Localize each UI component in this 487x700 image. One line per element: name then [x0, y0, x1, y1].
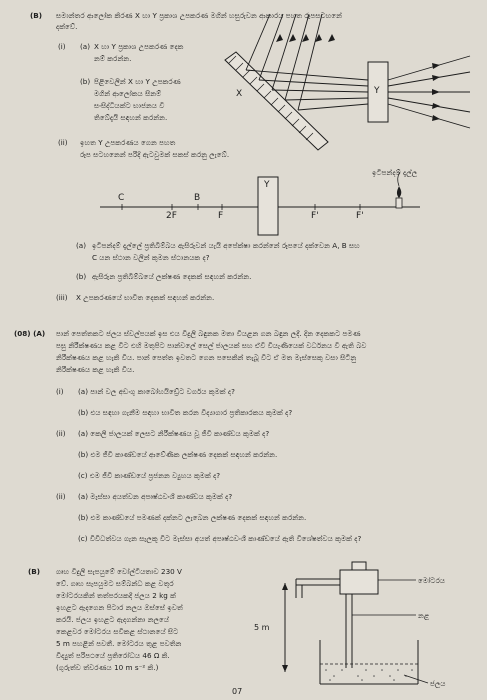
point-f-left-label: F [218, 211, 224, 221]
height-label: 5 m [254, 623, 270, 632]
point-2f-right-label: F' [356, 211, 364, 221]
b2-line-9: (ගුරුත්ව ත්වරණය 10 m s⁻² කි.) [56, 663, 159, 672]
pipe-label: නළ [418, 611, 430, 620]
b2-line-7: 5 m පහළින් පවතී. මෝටරය තුළ පවතින [56, 639, 182, 648]
point-c-label: C [118, 193, 125, 203]
q08-ii-label: (ii) [56, 429, 66, 438]
q-iii-label: (iii) [56, 293, 68, 302]
q-i-b-label: (b) [80, 77, 91, 86]
q-ii-label: (ii) [58, 138, 68, 147]
b2-line-5: කරයි. ජලය ඉහළට ඇදගන්නා නලයේ [56, 615, 170, 624]
q-i-b-text-3: සංසිද්ධියක්ට භාජනය වී [94, 101, 165, 110]
b2-line-6: කෙළවර මෝටරය සවිකළ ස්ථානයේ සිට [56, 627, 179, 636]
q-i-a-text: X හා Y ප්‍රකාශ උපකරණ දෙක [94, 42, 184, 51]
b2-line-8: විද්‍යුත් පරිපථයේ ප්‍රතිරෝධය 46 Ω කි. [56, 651, 170, 660]
q08-iii-c: (c) විවිධත්වය ගැන සැලකූ විට මැස්සා අයත් අපෘෂ්ඨවංශී කාණ්ඩයේ ඇති විශේෂත්වය කුමක් ද? [78, 534, 362, 543]
q08-intro-2: පසු නිරීක්ෂණය කළ විට එහි මතුපිට පාන්වලේ සෙල් ජාලයක් සහ ඒවී වියැණියෙක් වර්ධනය වී ඇති බව [56, 341, 367, 350]
q08-a-label: (08) (A) [14, 329, 46, 338]
mirror-x-label: X [236, 89, 243, 99]
bench-lens-y-label: Y [264, 180, 270, 190]
q-ii-a-label: (a) [76, 241, 87, 250]
section-b2-label: (B) [28, 567, 41, 576]
q-ii-a-text: ඉටිපන්දම් දැල්ලේ ප්‍රතිබිම්බය ඇසිරුවන් යැයි අපේක්ෂා කරන්නේ රූපයේ දක්වෙන A, B සහ [92, 241, 360, 250]
water-label: ජලය [430, 679, 446, 688]
lens-y-label: Y [374, 86, 380, 96]
b2-line-1: ගෘහ විදුලි සැපයුමේ වෝල්ටීයතාව 230 V [56, 567, 182, 576]
q08-intro-1: පාන් පෙත්තකට ජලය ස්වල්පයක් ඉස එය විදුලි බඳුනක මතා වියළන ගන බඳුන ලදී. දින දෙකකට පමණ [56, 329, 361, 338]
q08-ii-a: (a) කෙලි ජාලයක් ලෙසට නිරීක්ෂණය වූ ජීවි කාණ්ඩය කුමක් ද? [78, 429, 270, 438]
q08-ii-b: (b) එම ජීවි කාණ්ඩයේ ආවේණික ලක්ෂණ දෙකක් සඳහන් කරන්න. [78, 450, 278, 459]
motor-box [340, 570, 378, 594]
b2-line-4: ඉහළට ඇදගෙන පිටාර නලය ඔස්සේ ඉවත් [56, 603, 183, 612]
b2-line-3: මෝටරයකින් තත්පරයකදී ජලය 2 kg ක් [56, 591, 176, 600]
q-i-b-text: පිළිවෙලින් X හා Y උපකරණ [94, 77, 181, 86]
q-i-a-label: (a) [80, 42, 91, 51]
section-b-label: (B) [30, 11, 43, 20]
q08-i-b: (b) එය සඳහා ගැනීම සඳහා භාවිත කරන විද්‍යාගාර ප්‍රතිකාරකය කුමක් ද? [78, 408, 293, 417]
q08-iii-label: (ii) [56, 492, 66, 501]
q08-intro-3: නිරීක්ෂණය කළ හැකි විය. පාන් පෙත්ත ඉවතට ගෙන පසෙකින් තැබූ විට ඒ මත මැස්සෙකු වසා සිටිනු [56, 353, 357, 362]
q-ii-a-text-2: C යන ස්ථාන වලින් කුමන ස්ථානයක ද? [92, 253, 210, 262]
point-b-label: B [194, 193, 201, 203]
candle-flame-label: ඉටිපන්දම් දැල්ල [372, 168, 418, 177]
q-i-label: (i) [58, 42, 66, 51]
q08-i-label: (i) [56, 387, 64, 396]
point-2f-label: 2F [166, 211, 177, 221]
section-b-intro-2: දක්වේ. [56, 22, 78, 31]
b2-line-2: වේ. ගෘහ සැපයුමට සම්බන්ධ කළ වතුර [56, 579, 174, 588]
q-i-b-text-4: තිබේදැයි සඳහන් කරන්න. [94, 113, 168, 122]
section-b-intro: සමාන්තර ආලෝක කිරණ X හා Y ප්‍රකාශ උපකරණ මගින් හසුරුවන ආකාරය පහත රූපසටහනේ [56, 11, 342, 20]
water-dots [325, 669, 413, 681]
q08-ii-c: (c) එම ජීවි කාණ්ඩයේ ප්‍රජනන ව්‍යුහය කුමක් ද? [78, 471, 221, 480]
q08-intro-4: නිරීක්ෂණය කළ හැකි විය. [56, 365, 135, 374]
q08-i-a: (a) පාන් වල අඩංගු කාබෝහයිඩ්‍රේට වර්ගය කුමක් ද? [78, 387, 235, 396]
q-i-a-text-2: නම් කරන්න. [94, 54, 132, 63]
q-ii-text-2: රූප සටහනෙන් පරිදි ඇටවුමක් සකස් කරනු ලැබේ. [80, 150, 230, 159]
q-ii-b-text: ඇසිරුන ප්‍රතිබිම්බයේ ලක්ෂණ දෙකක් සඳහන් කරන්න. [92, 272, 252, 281]
q-ii-text: ඉහත Y උපකරණය ගෙන පහත [80, 138, 176, 147]
q-iii-text: X උපකරණයේ භාවිත දෙකක් සඳහන් කරන්න. [76, 293, 215, 302]
motor-label: මෝටරය [418, 576, 446, 585]
q08-iii-a: (a) මැස්සා අයත්වන අපෘෂ්ඨවංශී කාණ්ඩය කුමක් ද? [78, 492, 233, 501]
point-f-right-label: F' [311, 211, 319, 221]
q-i-b-text-2: මගින් ආලෝකය සිනම් [94, 89, 162, 98]
q08-iii-b: (b) එම කාණ්ඩයේ පමණක් දක්නට ලැබෙන ලක්ෂණ දෙකක් සඳහන් කරන්න. [78, 513, 307, 522]
q-ii-b-label: (b) [76, 272, 87, 281]
page-number: 07 [232, 687, 243, 696]
